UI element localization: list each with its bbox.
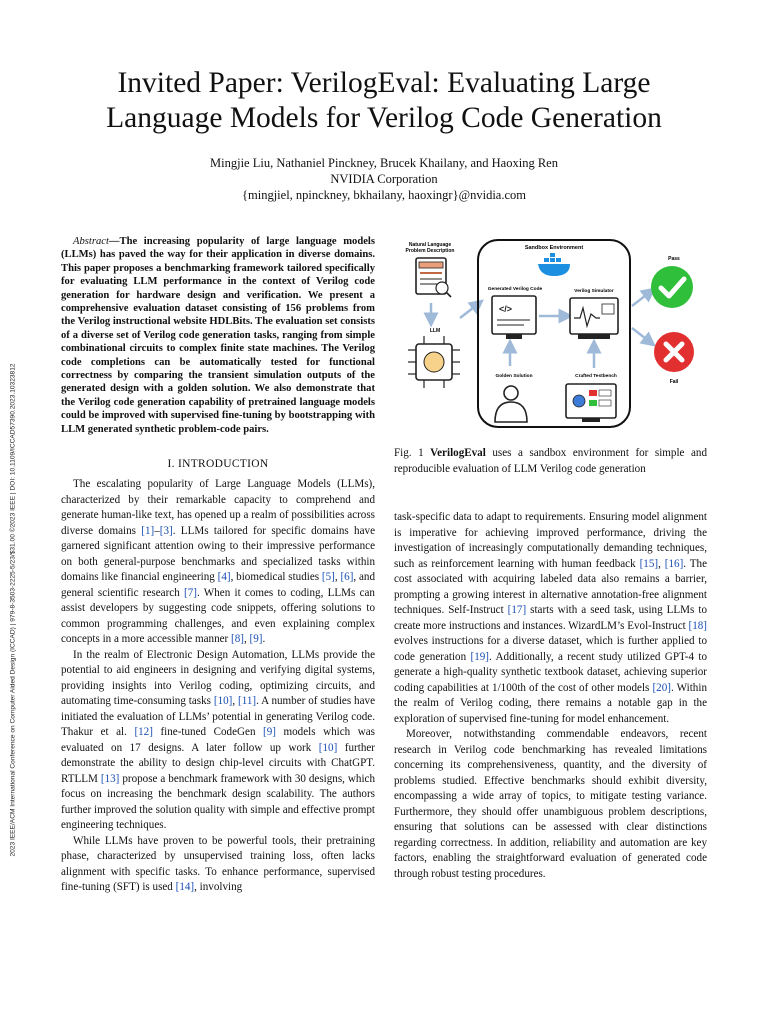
abstract-label: Abstract	[73, 236, 109, 247]
intro-paragraph-1: The escalating popularity of Large Language Models (LLMs), characterized by their remarkable capacity to comprehend and generate human-like text, has opened up a realm of possibilities across diverse domains [1]–[3]. LLMs tailored for specific domains have garnered significant attention owing to their impressive performance on both general-purpose benchmarks and specialized tasks within domains like financial engineering [4], biomedical studies [5], [6], and general scientific research [7]. When it comes to coding, LLMs can assist developers by suggesting code snippets, offering solutions to common programming challenges, and even explaining complex concepts in a more accessible manner [8], [9].	[61, 478, 375, 645]
abstract-block	[61, 235, 375, 436]
caption-text: uses a sandbox environment for simple and reproducible evaluation of LLM Verilog code generation	[394, 447, 707, 475]
document-icon	[416, 258, 451, 297]
caption-bold: VerilogEval	[430, 447, 486, 459]
author-block	[60, 155, 708, 203]
label-testbench: Crafted Testbench	[575, 374, 617, 379]
citation-link[interactable]: [18]	[688, 619, 707, 632]
figure-svg	[398, 236, 698, 431]
citation-link[interactable]: [9]	[263, 726, 276, 738]
citation-link[interactable]: [3]	[159, 524, 173, 537]
figure-caption	[394, 445, 707, 477]
citation-link[interactable]: [19]	[470, 650, 489, 663]
label-sandbox: Sandbox Environment	[524, 245, 584, 251]
label-golden: Golden Solution	[495, 374, 533, 379]
citation-link[interactable]: [5]	[321, 571, 335, 583]
simulator-monitor-icon	[570, 298, 618, 339]
label-gen-code: Generated Verilog Code	[487, 287, 543, 292]
citation-link[interactable]: [8]	[231, 633, 244, 645]
label-pass: Pass	[668, 256, 680, 262]
chip-icon	[408, 336, 460, 388]
citation-link[interactable]: [20]	[652, 681, 671, 694]
svg-text:</>: </>	[499, 304, 513, 314]
label-simulator: Verilog Simulator	[574, 289, 614, 294]
fail-cross-icon	[654, 332, 694, 372]
label-nl-desc-1: Natural Language	[408, 242, 452, 248]
citation-link[interactable]: [1]	[141, 524, 155, 537]
abstract-paragraph	[61, 235, 375, 436]
label-nl-desc-2: Problem Description	[405, 248, 455, 254]
section-heading-introduction: I. INTRODUCTION	[167, 458, 269, 470]
code-monitor-icon	[492, 296, 536, 339]
citation-link[interactable]: [9]	[249, 633, 263, 645]
intro-paragraph-2: In the realm of Electronic Design Automation, LLMs provide the potential to aid engineers in designing and verifying digital systems, providing insights into Verilog coding, optimizing circuits, and automating time-consuming tasks [10], [11]. A number of studies have initiated the evaluation of LLMs’ potential in generating Verilog code. Thakur et al. [12] fine-tuned CodeGen [9] models which was evaluated on 17 designs. A later follow up work [10] further demonstrate the ability to design chip-level circuits with ChatGPT. RTLLM [13] propose a benchmark framework with 30 designs, which focus on increasing the benchmark design scalability. The authors further improved the solution quality with simple and effective prompt engineering techniques.	[61, 648, 375, 831]
person-icon	[495, 386, 527, 422]
side-note	[8, 245, 18, 975]
left-column-body	[61, 477, 375, 896]
paper-title	[60, 66, 708, 136]
label-llm: LLM	[429, 328, 441, 334]
author-emails: {mingjiel, npinckney, bkhailany, haoxingr}@nvidia.com	[242, 188, 526, 202]
testbench-monitor-icon	[566, 384, 616, 422]
citation-link[interactable]: [16]	[664, 557, 684, 570]
citation-link[interactable]: [10]	[318, 741, 338, 754]
docker-icon	[538, 253, 570, 276]
title-line-2: Language Models for Verilog Code Generation	[106, 102, 662, 134]
citation-link[interactable]: [12]	[134, 726, 153, 738]
citation-link[interactable]: [15]	[639, 557, 659, 570]
intro-paragraph-4: task-specific data to adapt to requirements. Ensuring model alignment is imperative for achieving improved performance, driving the investigation of increasingly computationally demanding techniques, such as reinforcement learning with human feedback [15], [16]. The cost associated with acquiring labeled data also remains a barrier, prompting a growing interest in alternative annotation-free alignment techniques. Self-Instruct [17] starts with a seed task, using LLMs to create more instructions and instances. WizardLM’s Evol-Instruct [18] evolves instructions for a diverse dataset, which is further applied to code generation [19]. Additionally, a recent study utilized GPT-4 to generate a high-quality synthetic textbook dataset, achieving superior coding capabilities at 1/100th of the cost of other models [20]. Within the realm of Verilog coding, there remains a notable gap in the exploration of supervised fine-tuning for model enhancement.	[394, 511, 708, 725]
figure-1-diagram	[398, 236, 698, 431]
intro-paragraph-5: Moreover, notwithstanding commendable endeavors, recent research in Verilog code benchmarking has revealed limitations concerning its comprehensiveness, quantity, and the diversity of problems studied. Effective benchmarks should exhibit diversity, encompassing a wide array of topics, to mitigate testing variance. Furthermore, they should offer unambiguous problem descriptions, ensuring that solutions can be assessed with clear distinctions regarding correctness. In addition, reliability and automation are key factors, enabling the straightforward evaluation of generated code through robust testing procedures.	[394, 728, 707, 880]
intro-paragraph-3: While LLMs have proven to be powerful tools, their pretraining phase, characterized by unsupervised training loss, often lacks alignment with specific tasks. To enhance performance, supervised fine-tuning (SFT) is used [14], involving	[61, 834, 375, 893]
pass-check-icon	[651, 266, 693, 308]
citation-link[interactable]: [11]	[238, 695, 257, 707]
caption-label: Fig. 1	[394, 447, 431, 459]
citation-link[interactable]: [6]	[340, 571, 354, 583]
citation-link[interactable]: [7]	[184, 586, 197, 599]
right-column-body	[394, 510, 707, 882]
author-affiliation: NVIDIA Corporation	[330, 172, 438, 186]
citation-link[interactable]: [4]	[217, 571, 231, 583]
title-line-1: Invited Paper: VerilogEval: Evaluating Large	[117, 67, 651, 99]
label-fail: Fail	[669, 379, 679, 385]
citation-link[interactable]: [14]	[175, 881, 195, 893]
abstract-body: —The increasing popularity of large language models (LLMs) has paved the way for their application in diverse domains. This paper proposes a benchmarking framework tailored specifically for evaluating LLM performance in the context of Verilog code generation for hardware design and verification. We present a comprehensive evaluation dataset consisting of 156 problems from the Verilog instructional website HDLBits. The evaluation set consists of a diverse set of Verilog code generation tasks, ranging from simple combinational circuits to complex finite state machines. The Verilog code completions can be automatically tested for functional correctness by comparing the transient simulation outputs of the generated design with a golden solution. We also demonstrate that the Verilog code generation capability of pretrained language models could be improved with supervised fine-tuning by bootstrapping with LLM generated synthetic problem-code pairs.	[61, 236, 375, 435]
citation-link[interactable]: [13]	[100, 772, 120, 785]
side-note-text: 2023 IEEE/ACM International Conference on Computer Aided Design (ICCAD) | 979-8-3503-2225-5/23/$31.00 ©2023 IEEE | DOI: 10.1109/ICCAD57390.2023.10323812	[9, 363, 17, 857]
citation-link[interactable]: [17]	[507, 604, 527, 616]
author-names: Mingjie Liu, Nathaniel Pinckney, Brucek Khailany, and Haoxing Ren	[210, 156, 558, 170]
citation-link[interactable]: [10]	[213, 695, 233, 707]
